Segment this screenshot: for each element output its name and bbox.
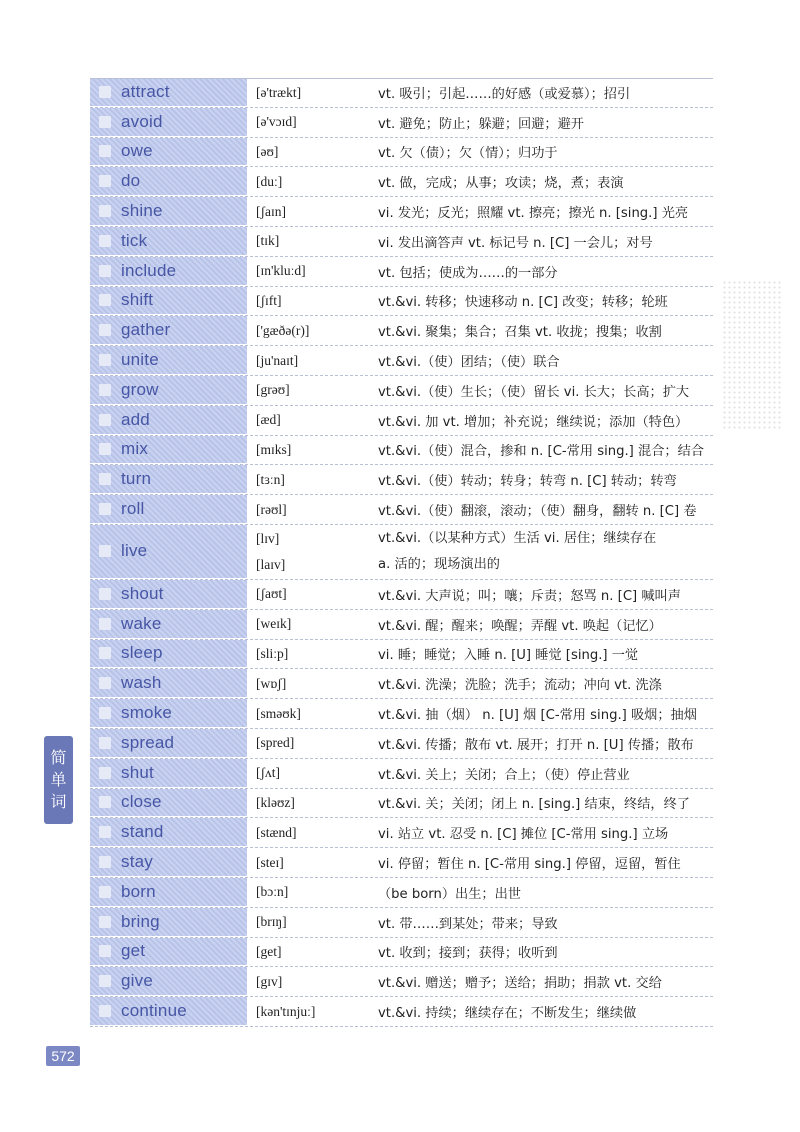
vocabulary-table bbox=[90, 78, 713, 1027]
phonetic-cell bbox=[247, 197, 372, 226]
vocab-row bbox=[90, 138, 713, 168]
phonetic-text: [weɪk] bbox=[256, 616, 292, 632]
word-text: shine bbox=[121, 201, 163, 221]
checkbox-icon[interactable] bbox=[99, 473, 111, 485]
phonetic-cell bbox=[247, 257, 372, 286]
vocab-row bbox=[90, 759, 713, 789]
definition-text: vt.&vi.（使）团结；（使）联合 bbox=[378, 355, 560, 371]
phonetic-cell bbox=[247, 938, 372, 967]
checkbox-icon[interactable] bbox=[99, 384, 111, 396]
definition-cell bbox=[372, 197, 713, 226]
definition-cell bbox=[372, 108, 713, 137]
checkbox-icon[interactable] bbox=[99, 116, 111, 128]
word-cell bbox=[90, 610, 247, 639]
phonetic-cell bbox=[247, 669, 372, 698]
word-text: born bbox=[121, 881, 156, 901]
word-text: gather bbox=[121, 320, 171, 340]
word-cell bbox=[90, 818, 247, 847]
checkbox-icon[interactable] bbox=[99, 443, 111, 455]
phonetic-cell bbox=[247, 346, 372, 375]
phonetic-text: [kləʊz] bbox=[256, 794, 295, 810]
word-text: close bbox=[121, 792, 162, 812]
phonetic-text: [bɔːn] bbox=[256, 884, 289, 900]
checkbox-icon[interactable] bbox=[99, 886, 111, 898]
definition-text: vt. 避免；防止；躲避；回避；避开 bbox=[378, 116, 584, 132]
vocab-row bbox=[90, 610, 713, 640]
word-cell bbox=[90, 138, 247, 167]
word-cell bbox=[90, 908, 247, 937]
phonetic-text: [grəʊ] bbox=[256, 382, 290, 398]
vocab-row bbox=[90, 789, 713, 819]
word-cell bbox=[90, 316, 247, 345]
vocab-row bbox=[90, 406, 713, 436]
checkbox-icon[interactable] bbox=[99, 145, 111, 157]
word-text: shift bbox=[121, 290, 154, 310]
vocab-row bbox=[90, 376, 713, 406]
word-cell bbox=[90, 580, 247, 609]
definition-cell bbox=[372, 640, 713, 669]
phonetic-text: [ɪn'kluːd] bbox=[256, 263, 306, 279]
checkbox-icon[interactable] bbox=[99, 588, 111, 600]
phonetic-cell bbox=[247, 997, 372, 1026]
definition-text: vt.&vi.（使）混合，掺和 n. [C-常用 sing.] 混合；结合 bbox=[378, 444, 704, 460]
side-tab-char: 词 bbox=[50, 792, 67, 811]
phonetic-text: [get] bbox=[256, 943, 282, 959]
phonetic-cell bbox=[247, 436, 372, 465]
checkbox-icon[interactable] bbox=[99, 767, 111, 779]
vocab-row bbox=[90, 938, 713, 968]
definition-cell bbox=[372, 818, 713, 847]
word-text: wash bbox=[121, 673, 162, 693]
vocab-row bbox=[90, 729, 713, 759]
word-cell bbox=[90, 699, 247, 728]
checkbox-icon[interactable] bbox=[99, 618, 111, 630]
phonetic-text: [stænd] bbox=[256, 824, 297, 840]
word-cell bbox=[90, 257, 247, 286]
phonetic-text: [laɪv] bbox=[256, 556, 286, 572]
phonetic-cell bbox=[247, 878, 372, 907]
definition-cell bbox=[372, 376, 713, 405]
word-cell bbox=[90, 197, 247, 226]
definition-text: vt.&vi. 传播；散布 vt. 展开；打开 n. [U] 传播；散布 bbox=[378, 737, 694, 753]
word-cell bbox=[90, 789, 247, 818]
vocab-row bbox=[90, 108, 713, 138]
word-cell bbox=[90, 759, 247, 788]
word-text: tick bbox=[121, 230, 148, 250]
definition-cell bbox=[372, 495, 713, 524]
checkbox-icon[interactable] bbox=[99, 1005, 111, 1017]
side-tab-char: 单 bbox=[50, 770, 67, 789]
phonetic-text: [tɪk] bbox=[256, 233, 280, 249]
definition-text: vt.&vi. 加 vt. 增加；补充说；继续说；添加（特色） bbox=[378, 414, 689, 430]
definition-cell bbox=[372, 316, 713, 345]
word-cell bbox=[90, 406, 247, 435]
definition-text: vt.&vi. 抽（烟） n. [U] 烟 [C-常用 sing.] 吸烟；抽烟 bbox=[378, 708, 697, 724]
word-text: shout bbox=[121, 583, 164, 603]
word-cell bbox=[90, 729, 247, 758]
phonetic-cell bbox=[247, 108, 372, 137]
word-text: include bbox=[121, 260, 177, 280]
definition-text: vt.&vi. 醒；醒来；唤醒；弄醒 vt. 唤起（记忆） bbox=[378, 618, 662, 634]
side-tab-simple-words bbox=[44, 736, 73, 824]
phonetic-cell bbox=[247, 640, 372, 669]
word-cell bbox=[90, 495, 247, 524]
phonetic-cell bbox=[247, 699, 372, 728]
definition-cell bbox=[372, 227, 713, 256]
vocab-row bbox=[90, 997, 713, 1027]
vocab-row bbox=[90, 257, 713, 287]
definition-text: vt.&vi. 聚集；集合；召集 vt. 收拢；搜集；收割 bbox=[378, 325, 662, 341]
word-text: avoid bbox=[121, 111, 163, 131]
phonetic-cell bbox=[247, 465, 372, 494]
word-cell bbox=[90, 967, 247, 996]
definition-text: vt.&vi. 洗澡；洗脸；洗手；流动；冲向 vt. 洗涤 bbox=[378, 678, 662, 694]
vocab-row bbox=[90, 525, 713, 580]
definition-text: vt.&vi. 持续；继续存在；不断发生；继续做 bbox=[378, 1006, 637, 1021]
vocab-row bbox=[90, 316, 713, 346]
definition-text: vt.&vi. 关；关闭；闭上 n. [sing.] 结束，终结，终了 bbox=[378, 797, 690, 813]
phonetic-text: [brɪŋ] bbox=[256, 914, 287, 930]
word-text: get bbox=[121, 941, 146, 961]
word-text: wake bbox=[121, 613, 162, 633]
page-number: 572 bbox=[46, 1046, 80, 1066]
phonetic-text: [tɜːn] bbox=[256, 471, 285, 487]
definition-text: vt. 欠（债）；欠（情）；归功于 bbox=[378, 146, 558, 162]
vocab-row bbox=[90, 640, 713, 670]
word-text: give bbox=[121, 971, 153, 991]
word-cell bbox=[90, 79, 247, 107]
word-text: mix bbox=[121, 439, 149, 459]
word-text: shut bbox=[121, 762, 154, 782]
definition-text: vt.&vi. 大声说；叫；嚷；斥责；怒骂 n. [C] 喊叫声 bbox=[378, 588, 681, 604]
dot-pattern-decoration bbox=[722, 280, 782, 430]
phonetic-cell bbox=[247, 580, 372, 609]
definition-text: vt.&vi. 赠送；赠予；送给；捐助；捐款 vt. 交给 bbox=[378, 976, 662, 992]
phonetic-text: [duː] bbox=[256, 173, 283, 189]
definition-text: vt. 包括；使成为……的一部分 bbox=[378, 265, 558, 281]
checkbox-icon[interactable] bbox=[99, 647, 111, 659]
definition-cell bbox=[372, 465, 713, 494]
word-cell bbox=[90, 878, 247, 907]
vocab-row bbox=[90, 436, 713, 466]
word-cell bbox=[90, 346, 247, 375]
vocab-row bbox=[90, 818, 713, 848]
phonetic-cell bbox=[247, 908, 372, 937]
phonetic-text: [sməʊk] bbox=[256, 705, 301, 721]
checkbox-icon[interactable] bbox=[99, 205, 111, 217]
definition-cell bbox=[372, 580, 713, 609]
word-text: roll bbox=[121, 499, 145, 519]
phonetic-text: ['gæðə(r)] bbox=[256, 322, 310, 338]
word-text: turn bbox=[121, 469, 152, 489]
checkbox-icon[interactable] bbox=[99, 707, 111, 719]
checkbox-icon[interactable] bbox=[99, 945, 111, 957]
vocab-row bbox=[90, 197, 713, 227]
definition-text: vt.&vi.（以某种方式）生活 vi. 居住；继续存在 bbox=[378, 530, 657, 546]
vocab-row bbox=[90, 878, 713, 908]
checkbox-icon[interactable] bbox=[99, 354, 111, 366]
word-text: attract bbox=[121, 82, 170, 102]
side-tab-char: 简 bbox=[50, 748, 67, 767]
vocab-row bbox=[90, 908, 713, 938]
checkbox-icon[interactable] bbox=[99, 324, 111, 336]
phonetic-text: [lɪv] bbox=[256, 530, 280, 546]
definition-cell bbox=[372, 406, 713, 435]
phonetic-text: [spred] bbox=[256, 735, 295, 751]
definition-text: vt.&vi.（使）翻滚，滚动；（使）翻身，翻转 n. [C] 卷 bbox=[378, 504, 697, 520]
definition-cell bbox=[372, 610, 713, 639]
definition-cell bbox=[372, 436, 713, 465]
word-text: unite bbox=[121, 350, 159, 370]
definition-cell bbox=[372, 848, 713, 877]
definition-cell bbox=[372, 287, 713, 316]
word-text: sleep bbox=[121, 643, 163, 663]
definition-text: vi. 站立 vt. 忍受 n. [C] 摊位 [C-常用 sing.] 立场 bbox=[378, 827, 669, 843]
phonetic-cell bbox=[247, 376, 372, 405]
definition-text: vt. 做，完成；从事；攻读；烧，煮；表演 bbox=[378, 176, 624, 192]
checkbox-icon[interactable] bbox=[99, 175, 111, 187]
phonetic-cell bbox=[247, 138, 372, 167]
word-text: spread bbox=[121, 732, 175, 752]
checkbox-icon[interactable] bbox=[99, 856, 111, 868]
definition-cell bbox=[372, 79, 713, 107]
definition-cell bbox=[372, 669, 713, 698]
vocab-row bbox=[90, 669, 713, 699]
word-cell bbox=[90, 938, 247, 967]
vocab-row bbox=[90, 495, 713, 525]
word-cell bbox=[90, 108, 247, 137]
vocab-row bbox=[90, 346, 713, 376]
definition-text: vi. 停留；暂住 n. [C-常用 sing.] 停留，逗留，暂住 bbox=[378, 857, 681, 873]
word-cell bbox=[90, 376, 247, 405]
checkbox-icon[interactable] bbox=[99, 737, 111, 749]
definition-text: vi. 发光；反光；照耀 vt. 擦亮；擦光 n. [sing.] 光亮 bbox=[378, 206, 689, 222]
definition-text: vt.&vi.（使）转动；转身；转弯 n. [C] 转动；转弯 bbox=[378, 474, 677, 490]
phonetic-text: [ʃʌt] bbox=[256, 765, 280, 781]
checkbox-icon[interactable] bbox=[99, 975, 111, 987]
word-text: stand bbox=[121, 822, 164, 842]
phonetic-cell bbox=[247, 287, 372, 316]
phonetic-cell bbox=[247, 729, 372, 758]
phonetic-text: [ju'naɪt] bbox=[256, 352, 299, 368]
phonetic-cell bbox=[247, 967, 372, 996]
word-text: live bbox=[121, 541, 148, 561]
word-cell bbox=[90, 997, 247, 1026]
checkbox-icon[interactable] bbox=[99, 545, 111, 557]
vocab-row bbox=[90, 287, 713, 317]
vocab-row bbox=[90, 848, 713, 878]
definition-text: vt.&vi. 关上；关闭；合上；（使）停止营业 bbox=[378, 767, 630, 783]
word-cell bbox=[90, 465, 247, 494]
definition-text: vi. 发出滴答声 vt. 标记号 n. [C] 一会儿；对号 bbox=[378, 235, 653, 251]
phonetic-text: [sliːp] bbox=[256, 645, 289, 661]
phonetic-cell bbox=[247, 789, 372, 818]
checkbox-icon[interactable] bbox=[99, 503, 111, 515]
definition-cell bbox=[372, 759, 713, 788]
phonetic-cell bbox=[247, 167, 372, 196]
definition-cell bbox=[372, 878, 713, 907]
word-cell bbox=[90, 287, 247, 316]
vocab-row bbox=[90, 465, 713, 495]
word-text: do bbox=[121, 171, 141, 191]
definition-cell bbox=[372, 967, 713, 996]
definition-cell bbox=[372, 167, 713, 196]
checkbox-icon[interactable] bbox=[99, 265, 111, 277]
checkbox-icon[interactable] bbox=[99, 414, 111, 426]
phonetic-text: [ə'vɔɪd] bbox=[256, 114, 297, 130]
phonetic-text: [əʊ] bbox=[256, 143, 279, 159]
definition-text: vt.&vi. 转移；快速移动 n. [C] 改变；转移；轮班 bbox=[378, 295, 668, 311]
phonetic-text: [gɪv] bbox=[256, 973, 283, 989]
phonetic-text: [mɪks] bbox=[256, 441, 292, 457]
word-text: continue bbox=[121, 1001, 187, 1020]
vocab-row bbox=[90, 967, 713, 997]
definition-cell bbox=[372, 908, 713, 937]
word-cell bbox=[90, 167, 247, 196]
phonetic-cell bbox=[247, 79, 372, 107]
phonetic-cell bbox=[247, 525, 372, 579]
definition-text: vt. 带……到某处；带来；导致 bbox=[378, 916, 558, 932]
definition-cell bbox=[372, 346, 713, 375]
definition-cell bbox=[372, 938, 713, 967]
phonetic-cell bbox=[247, 227, 372, 256]
definition-cell bbox=[372, 789, 713, 818]
phonetic-cell bbox=[247, 818, 372, 847]
definition-cell bbox=[372, 997, 713, 1026]
definition-text: vt. 吸引；引起……的好感（或爱慕）；招引 bbox=[378, 87, 631, 103]
vocab-row bbox=[90, 227, 713, 257]
word-text: bring bbox=[121, 911, 160, 931]
word-text: smoke bbox=[121, 703, 173, 723]
phonetic-cell bbox=[247, 406, 372, 435]
checkbox-icon[interactable] bbox=[99, 826, 111, 838]
definition-text: vi. 睡；睡觉；入睡 n. [U] 睡觉 [sing.] 一觉 bbox=[378, 648, 639, 664]
phonetic-cell bbox=[247, 610, 372, 639]
phonetic-text: [rəʊl] bbox=[256, 501, 287, 517]
phonetic-text: [kən'tɪnjuː] bbox=[256, 1003, 316, 1019]
phonetic-cell bbox=[247, 316, 372, 345]
definition-cell bbox=[372, 699, 713, 728]
phonetic-cell bbox=[247, 495, 372, 524]
word-text: grow bbox=[121, 379, 159, 399]
checkbox-icon[interactable] bbox=[99, 294, 111, 306]
word-cell bbox=[90, 640, 247, 669]
phonetic-text: [ʃaʊt] bbox=[256, 586, 287, 602]
definition-text: vt.&vi.（使）生长；（使）留长 vi. 长大；长高；扩大 bbox=[378, 384, 690, 400]
vocab-row bbox=[90, 699, 713, 729]
word-cell bbox=[90, 669, 247, 698]
definition-text: vt. 收到；接到；获得；收听到 bbox=[378, 946, 558, 962]
phonetic-text: [wɒʃ] bbox=[256, 675, 287, 691]
word-cell bbox=[90, 525, 247, 579]
checkbox-icon[interactable] bbox=[99, 677, 111, 689]
phonetic-text: [ʃɪft] bbox=[256, 292, 282, 308]
checkbox-icon[interactable] bbox=[99, 235, 111, 247]
phonetic-cell bbox=[247, 848, 372, 877]
vocab-row bbox=[90, 580, 713, 610]
phonetic-cell bbox=[247, 759, 372, 788]
checkbox-icon[interactable] bbox=[99, 86, 111, 98]
word-text: stay bbox=[121, 852, 153, 872]
definition-text: （be born）出生；出世 bbox=[378, 886, 521, 902]
definition-text: a. 活的；现场演出的 bbox=[378, 556, 500, 572]
word-cell bbox=[90, 848, 247, 877]
phonetic-text: [ʃaɪn] bbox=[256, 203, 286, 219]
definition-cell bbox=[372, 525, 713, 579]
word-cell bbox=[90, 227, 247, 256]
word-text: add bbox=[121, 409, 150, 429]
definition-cell bbox=[372, 257, 713, 286]
word-text: owe bbox=[121, 141, 153, 161]
word-cell bbox=[90, 436, 247, 465]
checkbox-icon[interactable] bbox=[99, 916, 111, 928]
phonetic-text: [ə'trækt] bbox=[256, 84, 302, 100]
vocab-row bbox=[90, 78, 713, 108]
definition-cell bbox=[372, 138, 713, 167]
vocab-row bbox=[90, 167, 713, 197]
phonetic-text: [æd] bbox=[256, 412, 281, 428]
phonetic-text: [steɪ] bbox=[256, 854, 284, 870]
definition-cell bbox=[372, 729, 713, 758]
checkbox-icon[interactable] bbox=[99, 796, 111, 808]
